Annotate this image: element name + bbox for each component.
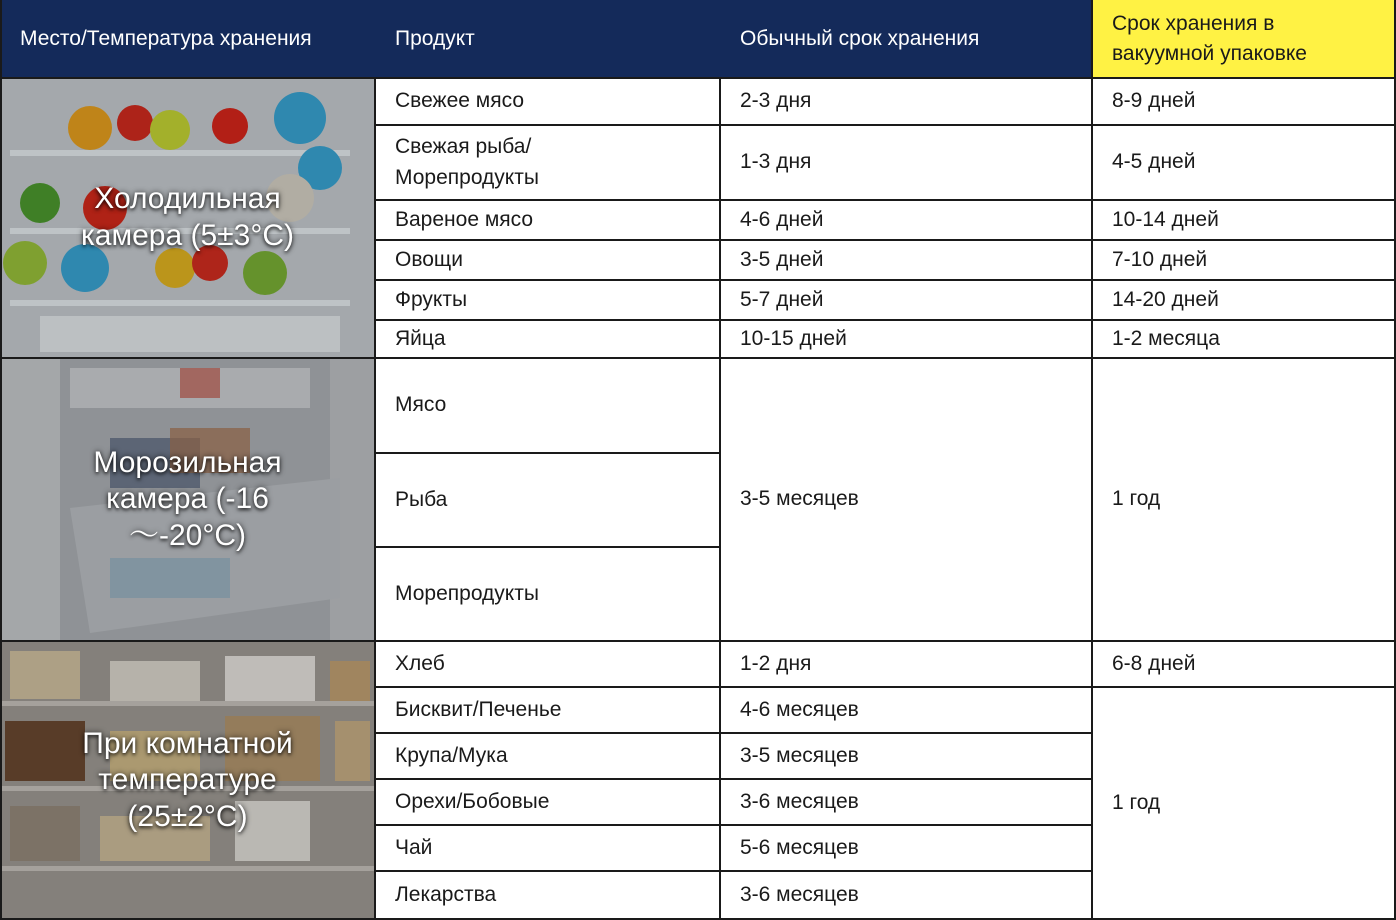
table-cell-product: Орехи/Бобовые [395, 789, 550, 813]
table-cell-normal-merged: 3-5 месяцев [740, 487, 859, 511]
header-product: Продукт [375, 0, 720, 78]
table-cell-product: Морепродукты [395, 581, 539, 605]
table-cell-normal: 2-3 дня [740, 89, 812, 113]
table-cell-product: Яйца [395, 326, 446, 350]
table-cell-product: Лекарства [395, 883, 497, 907]
table-cell-product: Овощи [395, 247, 463, 271]
table-cell-vacuum-merged: 1 год [1112, 791, 1161, 815]
table-cell-normal: 3-5 месяцев [740, 743, 859, 767]
grid-line [375, 452, 720, 454]
grid-line [375, 778, 1092, 780]
table-cell-normal: 1-2 дня [740, 651, 812, 675]
grid-line [375, 546, 720, 548]
grid-line [0, 640, 1396, 642]
table-cell-normal: 3-6 месяцев [740, 883, 859, 907]
table-cell-product: Бисквит/Печенье [395, 697, 562, 721]
table-cell-vacuum: 14-20 дней [1112, 287, 1219, 311]
table-cell-normal: 10-15 дней [740, 326, 847, 350]
place-room: При комнатной температуре (25±2°C) [82, 726, 293, 833]
place-fridge: Холодильная камера (5±3°C) [81, 182, 294, 252]
grid-line [375, 870, 1092, 872]
table-cell-product: Крупа/Мука [395, 743, 508, 767]
table-cell-vacuum: 7-10 дней [1112, 247, 1208, 271]
table-cell-normal: 5-6 месяцев [740, 835, 859, 859]
header-normal: Обычный срок хранения [720, 0, 1092, 78]
grid-line [1091, 0, 1093, 920]
table-cell-vacuum: 8-9 дней [1112, 89, 1196, 113]
grid-line [374, 78, 376, 920]
table-cell-product: Свежее мясо [395, 89, 524, 113]
table-cell-product: Свежая рыба/ Морепродукты [395, 135, 539, 189]
table-cell-normal: 4-6 дней [740, 207, 824, 231]
grid-line [375, 824, 1092, 826]
table-cell-normal: 4-6 месяцев [740, 697, 859, 721]
table-cell-normal: 3-6 месяцев [740, 789, 859, 813]
place-freezer: Морозильная камера (-16～-20°C) [93, 445, 282, 552]
table-cell-product: Фрукты [395, 287, 468, 311]
grid-line [0, 77, 1396, 79]
header-place: Место/Температура хранения [0, 0, 375, 78]
grid-line [375, 279, 1396, 281]
table-cell-vacuum: 1-2 месяца [1112, 326, 1220, 350]
table-cell-normal: 3-5 дней [740, 247, 824, 271]
table-cell-vacuum: 4-5 дней [1112, 150, 1196, 174]
table-cell-normal: 1-3 дня [740, 150, 812, 174]
grid-line [375, 239, 1396, 241]
table-cell-product: Вареное мясо [395, 207, 534, 231]
grid-line [719, 78, 721, 920]
table-cell-vacuum-merged: 1 год [1112, 487, 1161, 511]
grid-line [375, 199, 1396, 201]
grid-line [375, 124, 1396, 126]
grid-line [0, 0, 2, 920]
table-cell-vacuum: 6-8 дней [1112, 651, 1196, 675]
header-vacuum: Срок хранения в вакуумной упаковке [1092, 0, 1396, 78]
grid-line [375, 686, 1396, 688]
grid-line [375, 732, 1092, 734]
table-cell-normal: 5-7 дней [740, 287, 824, 311]
table-cell-product: Рыба [395, 487, 448, 511]
table-cell-product: Мясо [395, 393, 447, 417]
table-cell-vacuum: 10-14 дней [1112, 207, 1219, 231]
table-cell-product: Чай [395, 835, 433, 859]
grid-line [375, 319, 1396, 321]
grid-line [0, 357, 1396, 359]
table-cell-product: Хлеб [395, 651, 445, 675]
